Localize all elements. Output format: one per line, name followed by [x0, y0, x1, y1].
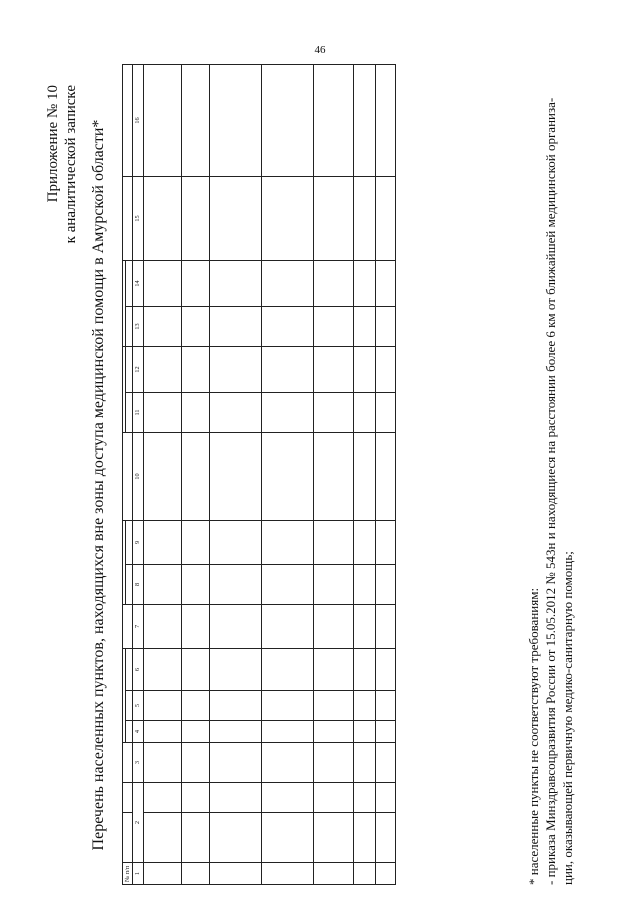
- table-cell-near-geo: [209, 260, 261, 306]
- table-cell-type: [261, 783, 313, 813]
- table-cell-facility: [375, 432, 395, 520]
- table-cell-district: [313, 813, 353, 863]
- table-cell-dist-mo: [209, 564, 261, 604]
- column-number: 2: [133, 783, 143, 863]
- table-row: [375, 64, 395, 884]
- table-cell-near-mo: [181, 306, 209, 346]
- header-index: № п/п: [123, 863, 133, 885]
- table-cell-dist-geo: [181, 520, 209, 564]
- table-cell-district: [181, 813, 209, 863]
- table-cell-dist-mo: [261, 564, 313, 604]
- column-number: 7: [133, 604, 143, 648]
- table-cell-children: [375, 691, 395, 721]
- table-cell-adults: [261, 648, 313, 690]
- table-cell-forecast: [261, 604, 313, 648]
- table-cell-name: [261, 743, 313, 783]
- table-cell-nearest-org: [353, 176, 375, 260]
- table-cell-idx: [375, 863, 395, 885]
- header-distance-geo: [126, 520, 133, 564]
- table-cell-near-geo: [353, 260, 375, 306]
- table-cell-forecast: [209, 604, 261, 648]
- table-cell-near-geo: [261, 260, 313, 306]
- table-cell-forecast: [313, 604, 353, 648]
- column-number: 1: [133, 863, 143, 885]
- table-cell-dist-mo: [353, 564, 375, 604]
- column-number: 16: [133, 64, 143, 176]
- table-cell-near-mo: [143, 306, 181, 346]
- table-cell-dist-geo: [375, 520, 395, 564]
- table-cell-children: [261, 691, 313, 721]
- table-cell-travel-mo: [353, 392, 375, 432]
- settlements-table: [122, 64, 396, 885]
- table-cell-dist-geo: [143, 520, 181, 564]
- column-number: 10: [133, 432, 143, 520]
- table-cell-dist-geo: [261, 520, 313, 564]
- table-row: [353, 64, 375, 884]
- header-nearest-organization: [123, 176, 133, 260]
- table-cell-near-geo: [313, 260, 353, 306]
- table-cell-type: [181, 783, 209, 813]
- table-cell-facility: [313, 432, 353, 520]
- table-cell-activities: [181, 64, 209, 176]
- table-cell-children: [209, 691, 261, 721]
- table-row: [209, 64, 261, 884]
- table-cell-travel-geo: [261, 346, 313, 392]
- header-activities: [123, 64, 133, 176]
- table-cell-forecast: [353, 604, 375, 648]
- table-cell-dist-mo: [313, 564, 353, 604]
- table-cell-adults: [375, 648, 395, 690]
- table-cell-near-mo: [313, 306, 353, 346]
- column-number: 13: [133, 306, 143, 346]
- header-dist-nearest-geo: [126, 260, 133, 306]
- header-distance-mo: [126, 564, 133, 604]
- table-cell-nearest-org: [143, 176, 181, 260]
- table-cell-travel-mo: [143, 392, 181, 432]
- table-cell-activities: [143, 64, 181, 176]
- table-cell-total: [181, 721, 209, 743]
- table-cell-forecast: [181, 604, 209, 648]
- header-forecast: [123, 604, 133, 648]
- table-cell-facility: [181, 432, 209, 520]
- table-cell-adults: [353, 648, 375, 690]
- table-cell-type: [143, 783, 181, 813]
- footnote-line: ции, оказывающей первичную медико-санитарную помощь;: [560, 551, 575, 885]
- table-cell-name: [143, 743, 181, 783]
- footnote-line: - приказа Минздравсоцразвития России от 15.05.2012 № 543н и находящиеся на расстоянии более 6 км от ближайшей медицинской организа-: [543, 97, 558, 885]
- table-cell-travel-mo: [375, 392, 395, 432]
- header-travel-mo: [126, 392, 133, 432]
- table-cell-nearest-org: [375, 176, 395, 260]
- table-cell-travel-geo: [353, 346, 375, 392]
- table-cell-type: [353, 783, 375, 813]
- table-cell-type: [209, 783, 261, 813]
- table-cell-name: [181, 743, 209, 783]
- table-header-row-1: [123, 64, 126, 884]
- column-number: 5: [133, 691, 143, 721]
- table-cell-dist-geo: [209, 520, 261, 564]
- table-cell-idx: [143, 863, 181, 885]
- table-cell-nearest-org: [181, 176, 209, 260]
- column-number: 8: [133, 564, 143, 604]
- table-cell-children: [143, 691, 181, 721]
- table-cell-name: [209, 743, 261, 783]
- column-number: 9: [133, 520, 143, 564]
- table-cell-near-geo: [375, 260, 395, 306]
- header-children: [126, 691, 133, 721]
- column-number: 15: [133, 176, 143, 260]
- table-cell-district: [209, 813, 261, 863]
- table-cell-near-mo: [353, 306, 375, 346]
- table-cell-district: [261, 813, 313, 863]
- table-cell-nearest-org: [313, 176, 353, 260]
- table-cell-activities: [353, 64, 375, 176]
- table-cell-dist-geo: [353, 520, 375, 564]
- table-cell-adults: [143, 648, 181, 690]
- table-cell-type: [375, 783, 395, 813]
- table-cell-total: [209, 721, 261, 743]
- header-settlement-name: [123, 743, 133, 783]
- table-cell-idx: [353, 863, 375, 885]
- table-cell-activities: [261, 64, 313, 176]
- table-cell-facility: [209, 432, 261, 520]
- table-cell-near-mo: [261, 306, 313, 346]
- column-number: 12: [133, 346, 143, 392]
- table-cell-district: [143, 813, 181, 863]
- table-cell-travel-mo: [261, 392, 313, 432]
- appendix-reference: к аналитической записке: [63, 85, 79, 244]
- table-row: [313, 64, 353, 884]
- table-cell-idx: [313, 863, 353, 885]
- table-cell-idx: [181, 863, 209, 885]
- document-header: [40, 85, 132, 885]
- column-number: 4: [133, 721, 143, 743]
- header-dist-nearest-mo: [126, 306, 133, 346]
- table-cell-adults: [209, 648, 261, 690]
- table-cell-adults: [313, 648, 353, 690]
- table-row: [143, 64, 181, 884]
- document-title: Перечень населенных пунктов, находящихся вне зоны доступа медицинской помощи в Амурской области*: [90, 119, 107, 851]
- table-cell-total: [143, 721, 181, 743]
- table-cell-name: [313, 743, 353, 783]
- table-row: [181, 64, 209, 884]
- column-number: 6: [133, 648, 143, 690]
- table-cell-district: [353, 813, 375, 863]
- table-row: [261, 64, 313, 884]
- table-cell-children: [181, 691, 209, 721]
- table-body: [143, 64, 395, 884]
- table-cell-name: [353, 743, 375, 783]
- table-cell-travel-geo: [143, 346, 181, 392]
- appendix-label: [44, 85, 80, 243]
- column-number-row: [133, 64, 143, 884]
- table-cell-travel-geo: [313, 346, 353, 392]
- header-district: [123, 813, 133, 863]
- rotated-page-content: [40, 85, 600, 885]
- header-settlement-type: [123, 783, 133, 813]
- table-cell-facility: [143, 432, 181, 520]
- table-cell-forecast: [375, 604, 395, 648]
- table-cell-activities: [375, 64, 395, 176]
- table-cell-near-geo: [181, 260, 209, 306]
- table-cell-near-mo: [209, 306, 261, 346]
- footnotes: [525, 85, 576, 885]
- table-cell-total: [261, 721, 313, 743]
- table-cell-activities: [313, 64, 353, 176]
- table-cell-children: [313, 691, 353, 721]
- table-cell-children: [353, 691, 375, 721]
- header-adults: [126, 648, 133, 690]
- table-cell-travel-mo: [313, 392, 353, 432]
- table-cell-adults: [181, 648, 209, 690]
- header-total: [126, 721, 133, 743]
- table-cell-travel-geo: [181, 346, 209, 392]
- table-cell-facility: [261, 432, 313, 520]
- header-travel-geo: [126, 346, 133, 392]
- table-cell-near-mo: [375, 306, 395, 346]
- table-cell-travel-mo: [181, 392, 209, 432]
- table-cell-near-geo: [143, 260, 181, 306]
- table-cell-dist-mo: [181, 564, 209, 604]
- table-cell-idx: [209, 863, 261, 885]
- table-cell-travel-geo: [375, 346, 395, 392]
- footnote-line: * населенные пункты не соответствуют требованиям:: [526, 587, 541, 885]
- table-cell-nearest-org: [209, 176, 261, 260]
- table-cell-name: [375, 743, 395, 783]
- table-cell-facility: [353, 432, 375, 520]
- column-number: 3: [133, 743, 143, 783]
- table-cell-total: [313, 721, 353, 743]
- header-facility-name-address: [123, 432, 133, 520]
- table-cell-district: [375, 813, 395, 863]
- table-cell-dist-geo: [313, 520, 353, 564]
- table-cell-type: [313, 783, 353, 813]
- table-cell-total: [353, 721, 375, 743]
- table-cell-nearest-org: [261, 176, 313, 260]
- column-number: 11: [133, 392, 143, 432]
- table-cell-dist-mo: [375, 564, 395, 604]
- table-cell-travel-mo: [209, 392, 261, 432]
- appendix-number: Приложение № 10: [45, 85, 61, 203]
- table-cell-activities: [209, 64, 261, 176]
- table-cell-dist-mo: [143, 564, 181, 604]
- table-cell-total: [375, 721, 395, 743]
- column-number: 14: [133, 260, 143, 306]
- page-number: 46: [314, 44, 326, 56]
- table-cell-idx: [261, 863, 313, 885]
- table-cell-forecast: [143, 604, 181, 648]
- table-cell-travel-geo: [209, 346, 261, 392]
